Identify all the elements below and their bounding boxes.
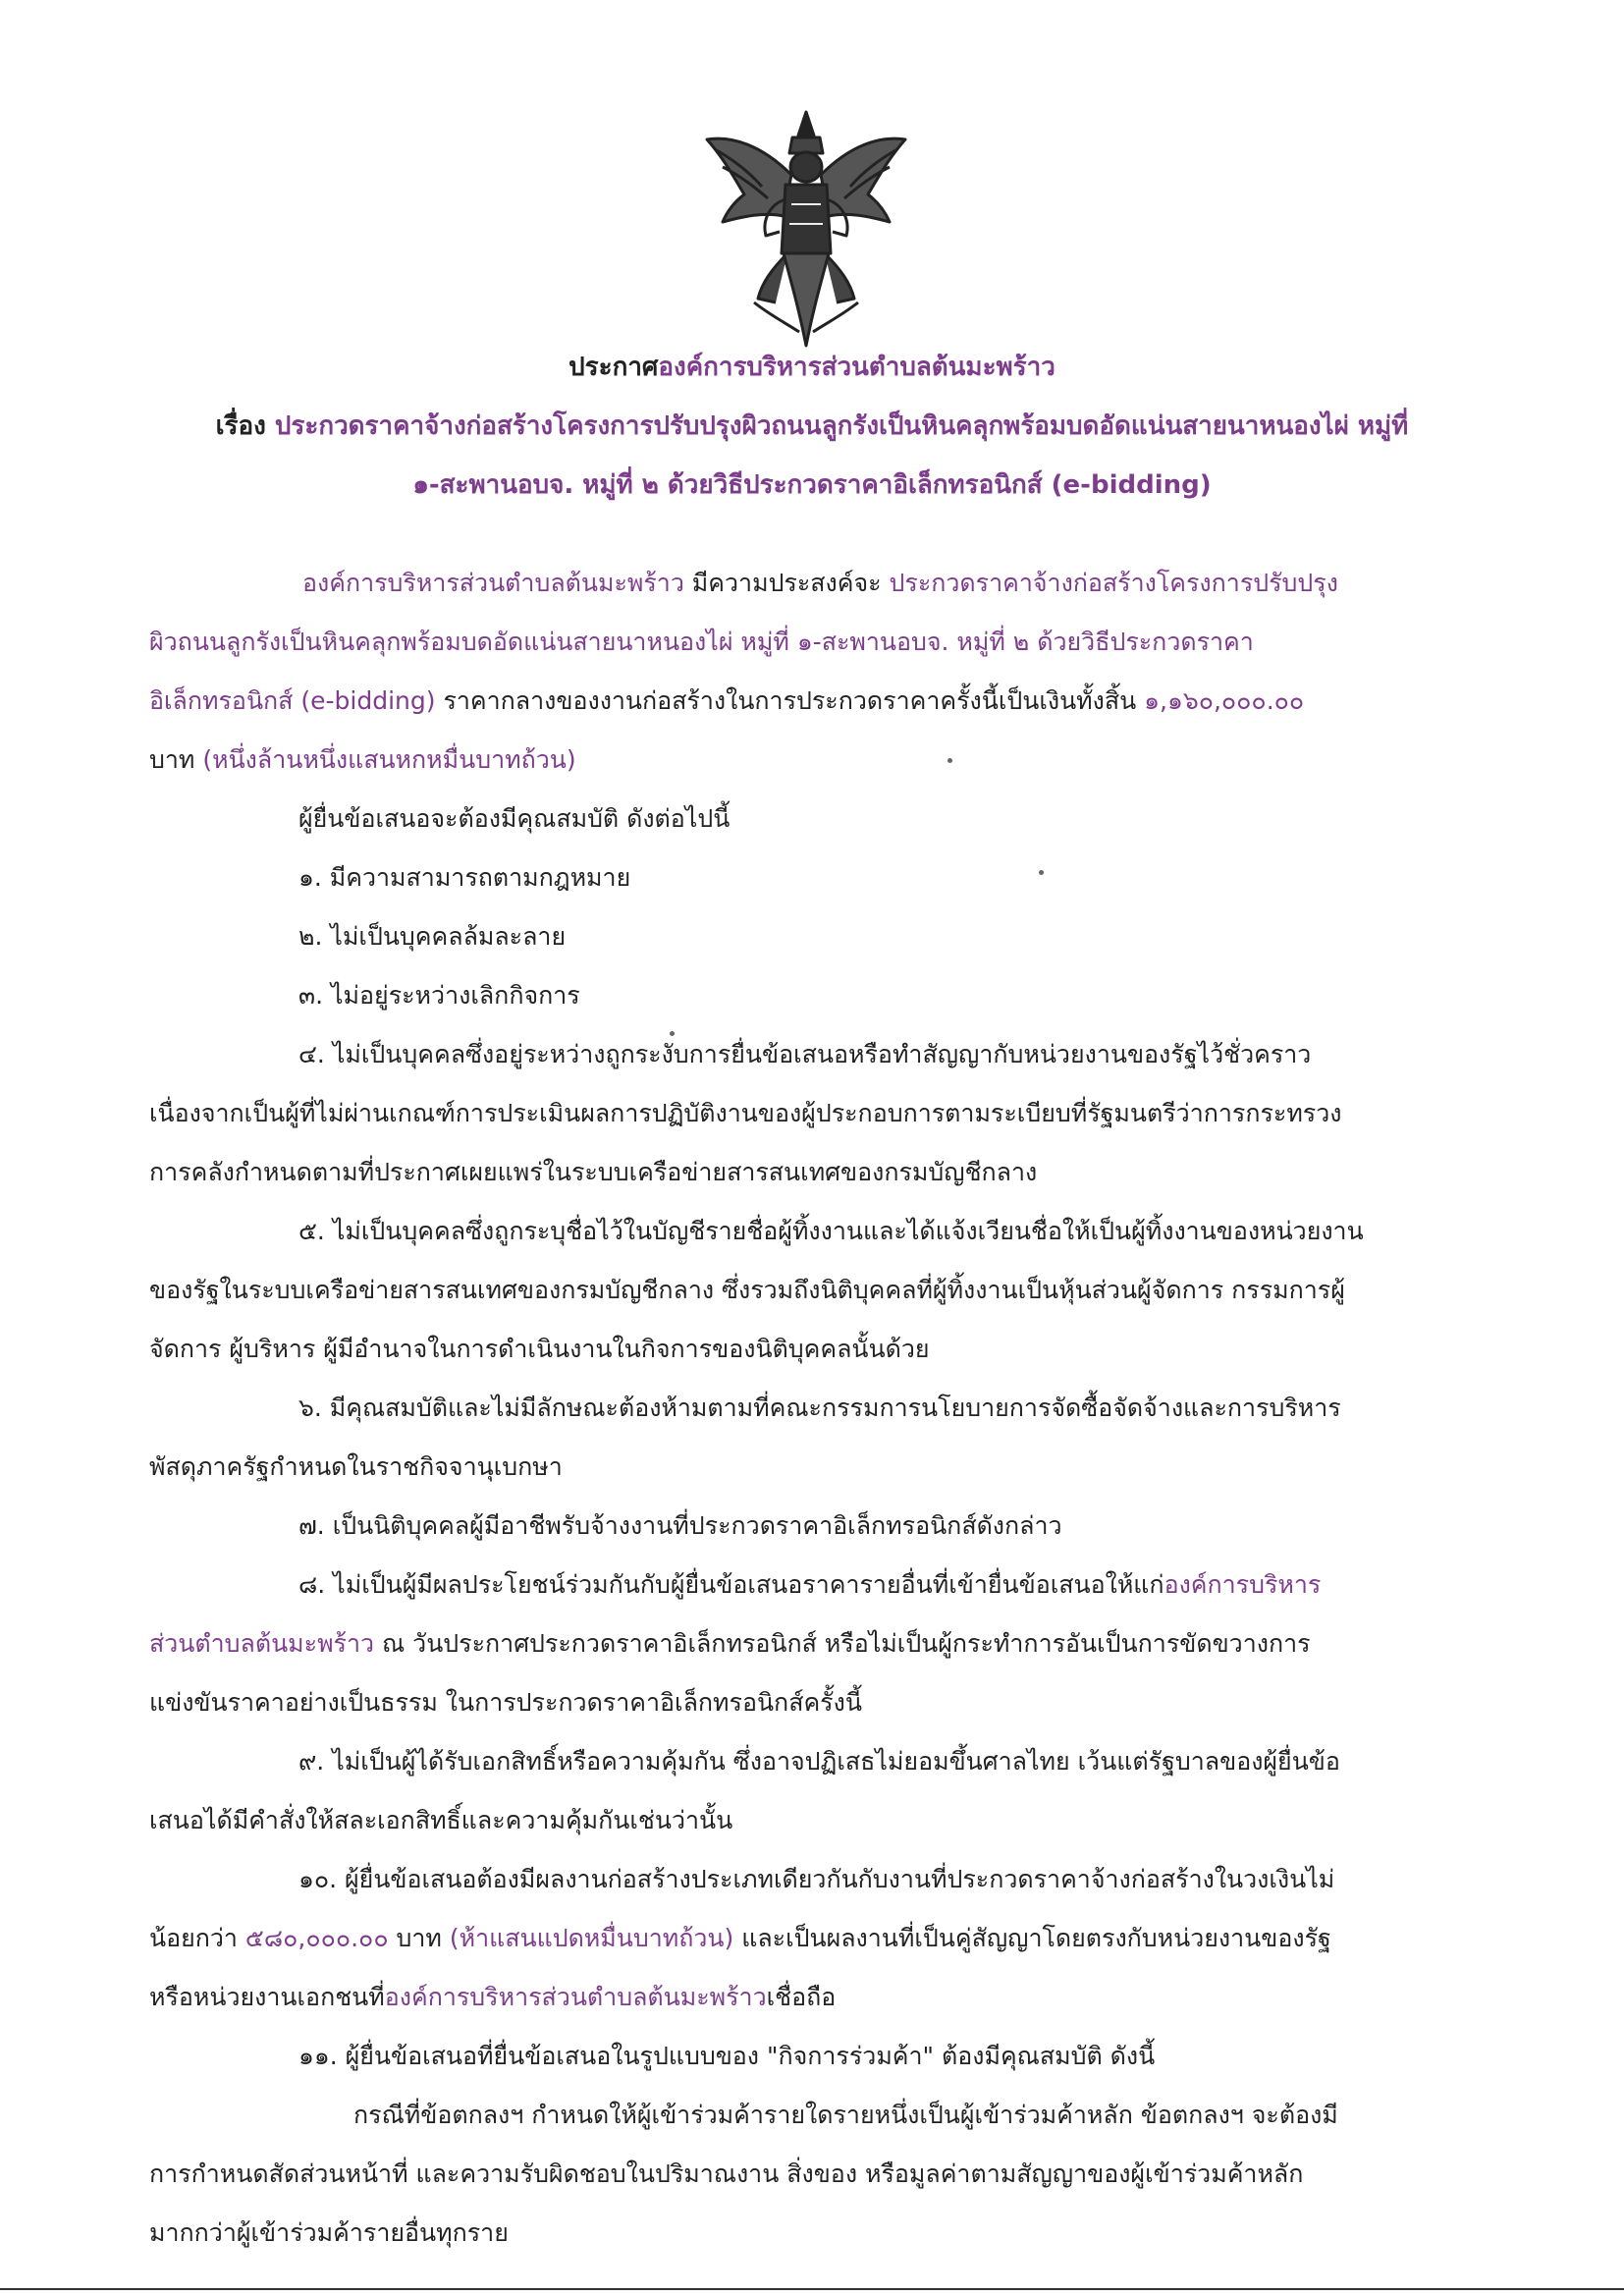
intro-price-amount: ๑,๑๖๐,๐๐๐.๐๐	[1144, 686, 1305, 715]
subject-text-cont: ๑-สะพานอบจ. หมู่ที่ ๒ ด้วยวิธีประกวดราคาอิเล็กทรอนิกส์ (e-bidding)	[412, 470, 1212, 500]
qualification-item-10-cont	[149, 1980, 836, 2015]
title-line-2	[137, 397, 1487, 456]
qualification-item-11: ๑๑. ผู้ยื่นข้อเสนอที่ยื่นข้อเสนอในรูปแบบของ "กิจการร่วมค้า" ต้องมีคุณสมบัติ ดังนี้	[298, 2042, 1156, 2070]
item-8-text-cont: ณ วันประกาศประกวดราคาอิเล็กทรอนิกส์ หรือไม่เป็นผู้กระทำการอันเป็นการขัดขวางการ	[374, 1629, 1311, 1658]
item-8-text: ๘. ไม่เป็นผู้มีผลประโยชน์ร่วมกันกับผู้ยื่นข้อเสนอราคารายอื่นที่เข้ายื่นข้อเสนอให้แก่	[298, 1570, 1164, 1599]
intro-baht: บาท	[149, 745, 203, 774]
intro-line-4	[149, 742, 576, 778]
qualification-heading: ผู้ยื่นข้อเสนอจะต้องมีคุณสมบัติ ดังต่อไปนี้	[298, 804, 731, 833]
intro-method: อิเล็กทรอนิกส์ (e-bidding)	[149, 686, 436, 715]
garuda-emblem	[693, 106, 919, 352]
announcement-title	[137, 338, 1487, 515]
item-10-text-4: เชื่อถือ	[766, 1983, 837, 2011]
scan-speck	[670, 1031, 675, 1036]
item-10-amount-words: (ห้าแสนแปดหมื่นบาทถ้วน)	[449, 1924, 734, 1952]
intro-line-3	[149, 683, 1304, 719]
qualification-item-5: ๕. ไม่เป็นบุคคลซึ่งถูกระบุชื่อไว้ในบัญชีรายชื่อผู้ทิ้งงานและได้แจ้งเวียนชื่อให้เป็นผู้ทิ้งงานของหน่วยงาน	[298, 1217, 1364, 1245]
org-name: องค์การบริหารส่วนตำบลต้นมะพร้าว	[658, 353, 1056, 382]
intro-org: องค์การบริหารส่วนตำบลต้นมะพร้าว	[302, 569, 684, 597]
scan-speck	[1039, 870, 1044, 875]
qualification-item-9-cont: เสนอได้มีคำสั่งให้สละเอกสิทธิ์และความคุ้มกันเช่นว่านั้น	[149, 1806, 733, 1834]
qualification-item-7: ๗. เป็นนิติบุคคลผู้มีอาชีพรับจ้างงานที่ประกวดราคาอิเล็กทรอนิกส์ดังกล่าว	[298, 1511, 1062, 1540]
page-bottom-edge	[0, 2288, 1624, 2290]
qualification-item-4: ๔. ไม่เป็นบุคคลซึ่งอยู่ระหว่างถูกระงับการยื่นข้อเสนอหรือทำสัญญากับหน่วยงานของรัฐไว้ชั่วคราว	[298, 1040, 1312, 1068]
qualification-item-10-cont	[149, 1921, 1331, 1956]
intro-line-1	[302, 566, 1338, 601]
intro-price-words: (หนึ่งล้านหนึ่งแสนหกหมื่นบาทถ้วน)	[202, 745, 576, 774]
item-10-amount: ๕๘๐,๐๐๐.๐๐	[244, 1924, 389, 1952]
qualification-item-4-cont: เนื่องจากเป็นผู้ที่ไม่ผ่านเกณฑ์การประเมินผลการปฏิบัติงานของผู้ประกอบการตามระเบียบที่รัฐมนตรีว่าการกระทรวง	[149, 1099, 1342, 1127]
title-line-3	[137, 456, 1487, 515]
qualification-item-10: ๑๐. ผู้ยื่นข้อเสนอต้องมีผลงานก่อสร้างประเภทเดียวกันกับงานที่ประกวดราคาจ้างก่อสร้างในวงเงินไม่	[298, 1865, 1335, 1893]
item-10-text-2: และเป็นผลงานที่เป็นคู่สัญญาโดยตรงกับหน่วยงานของรัฐ	[733, 1924, 1331, 1952]
qualification-item-9: ๙. ไม่เป็นผู้ได้รับเอกสิทธิ์หรือความคุ้มกัน ซึ่งอาจปฏิเสธไม่ยอมขึ้นศาลไทย เว้นแต่รัฐบาลของผู้ยื่นข้อ	[298, 1747, 1340, 1776]
qualification-item-8-cont: แข่งขันราคาอย่างเป็นธรรม ในการประกวดราคาอิเล็กทรอนิกส์ครั้งนี้	[149, 1688, 862, 1717]
scan-speck	[947, 758, 952, 763]
item-10-text: น้อยกว่า	[149, 1924, 245, 1952]
intro-price-text: ราคากลางของงานก่อสร้างในการประกวดราคาครั้งนี้เป็นเงินทั้งสิ้น	[435, 686, 1145, 715]
qualification-item-3: ๓. ไม่อยู่ระหว่างเลิกกิจการ	[298, 981, 580, 1010]
qualification-item-8	[298, 1567, 1321, 1603]
subject-prefix: เรื่อง	[215, 411, 266, 441]
item-11-paragraph: กรณีที่ข้อตกลงฯ กำหนดให้ผู้เข้าร่วมค้ารายใดรายหนึ่งเป็นผู้เข้าร่วมค้าหลัก ข้อตกลงฯ จะต้องมี	[353, 2101, 1338, 2129]
item-11-paragraph-cont: มากกว่าผู้เข้าร่วมค้ารายอื่นทุกราย	[149, 2218, 509, 2247]
qualification-item-4-cont: การคลังกำหนดตามที่ประกาศเผยแพร่ในระบบเครือข่ายสารสนเทศของกรมบัญชีกลาง	[149, 1158, 1038, 1186]
qualification-item-5-cont: จัดการ ผู้บริหาร ผู้มีอำนาจในการดำเนินงานในกิจการของนิติบุคคลนั้นด้วย	[149, 1335, 930, 1363]
item-10-text-3: หรือหน่วยงานเอกชนที่	[149, 1983, 385, 2011]
intro-project: ประกวดราคาจ้างก่อสร้างโครงการปรับปรุง	[889, 569, 1338, 597]
item-8-org-cont: ส่วนตำบลต้นมะพร้าว	[149, 1629, 375, 1658]
intro-project-cont: ผิวถนนลูกรังเป็นหินคลุกพร้อมบดอัดแน่นสายนาหนองไผ่ หมู่ที่ ๑-สะพานอบจ. หมู่ที่ ๒ ด้วยวิธีประกวดราคา	[149, 628, 1254, 656]
intro-line-2	[149, 625, 1254, 660]
qualification-item-1: ๑. มีความสามารถตามกฎหมาย	[298, 863, 631, 892]
qualification-item-6-cont: พัสดุภาครัฐกำหนดในราชกิจจานุเบกษา	[149, 1452, 563, 1481]
qualification-item-6: ๖. มีคุณสมบัติและไม่มีลักษณะต้องห้ามตามที่คณะกรรมการนโยบายการจัดซื้อจัดจ้างและการบริหาร	[298, 1394, 1341, 1422]
subject-text: ประกวดราคาจ้างก่อสร้างโครงการปรับปรุงผิวถนนลูกรังเป็นหินคลุกพร้อมบดอัดแน่นสายนาหนองไผ่ หมู่ที่	[274, 411, 1409, 441]
qualification-item-2: ๒. ไม่เป็นบุคคลล้มละลาย	[298, 922, 567, 951]
item-10-baht: บาท	[388, 1924, 450, 1952]
item-10-org: องค์การบริหารส่วนตำบลต้นมะพร้าว	[384, 1983, 767, 2011]
qualification-item-5-cont: ของรัฐในระบบเครือข่ายสารสนเทศของกรมบัญชีกลาง ซึ่งรวมถึงนิติบุคคลที่ผู้ทิ้งงานเป็นหุ้นส่วนผู้จัดการ กรรมการผู้	[149, 1276, 1345, 1304]
qualification-item-8-cont	[149, 1626, 1311, 1662]
title-line-1	[137, 338, 1487, 397]
item-8-org: องค์การบริหาร	[1164, 1570, 1322, 1599]
item-11-paragraph-cont: การกำหนดสัดส่วนหน้าที่ และความรับผิดชอบในปริมาณงาน สิ่งของ หรือมูลค่าตามสัญญาของผู้เข้าร่วมค้าหลัก	[149, 2159, 1304, 2188]
intro-text: มีความประสงค์จะ	[683, 569, 890, 597]
title-prefix: ประกาศ	[568, 353, 659, 382]
